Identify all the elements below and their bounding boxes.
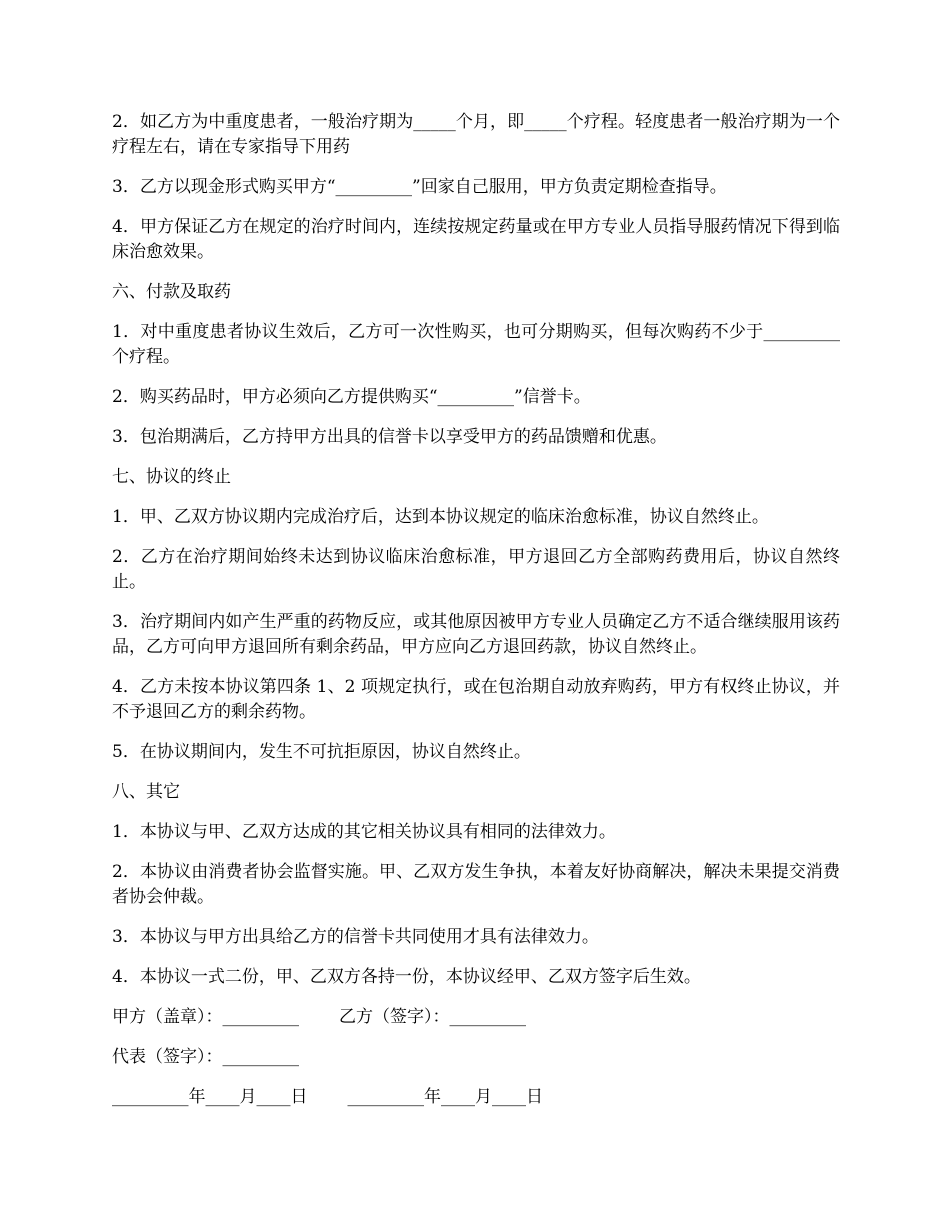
representative-signature: 代表（签字）：_________ (112, 1047, 299, 1067)
section5-item-4: 4．甲方保证乙方在规定的治疗时间内，连续按规定药量或在甲方专业人员指导服药情况下得到临床治愈效果。 (112, 217, 840, 262)
section6-heading: 六、付款及取药 (112, 282, 231, 302)
section7-item-3: 3．治疗期间内如产生严重的药物反应，或其他原因被甲方专业人员确定乙方不适合继续服用该药品，乙方可向甲方退回所有剩余药品，甲方应向乙方退回药款，协议自然终止。 (112, 612, 840, 657)
section7-item-4: 4．乙方未按本协议第四条 1、2 项规定执行，或在包治期自动放弃购药，甲方有权终止协议，并不予退回乙方的剩余药物。 (112, 677, 840, 722)
section8-item-1: 1．本协议与甲、乙双方达成的其它相关协议具有相同的法律效力。 (112, 822, 616, 842)
section5-item-3: 3．乙方以现金形式购买甲方“_________”回家自己服用，甲方负责定期检查指导。 (112, 177, 727, 197)
section8-item-4: 4．本协议一式二份，甲、乙双方各持一份，本协议经甲、乙双方签字后生效。 (112, 967, 701, 987)
section8-item-3: 3．本协议与甲方出具给乙方的信誉卡共同使用才具有法律效力。 (112, 927, 599, 947)
date-party-b: _________年____月____日 (347, 1087, 543, 1107)
section7-item-2: 2．乙方在治疗期间始终未达到协议临床治愈标准，甲方退回乙方全部购药费用后，协议自然终止。 (112, 547, 840, 592)
section5-item-2: 2．如乙方为中重度患者，一般治疗期为_____个月，即_____个疗程。轻度患者一般治疗期为一个疗程左右，请在专家指导下用药 (112, 112, 840, 157)
section6-item-2: 2．购买药品时，甲方必须向乙方提供购买“_________”信誉卡。 (112, 387, 591, 407)
section7-item-1: 1．甲、乙双方协议期内完成治疗后，达到本协议规定的临床治愈标准，协议自然终止。 (112, 507, 769, 527)
signature-row-dates (112, 1085, 840, 1110)
party-b-signature: 乙方（签字）：_________ (339, 1007, 526, 1027)
section7-heading: 七、协议的终止 (112, 467, 231, 487)
document-page (112, 110, 840, 1125)
signature-row-parties (112, 1005, 840, 1030)
section8-item-2: 2．本协议由消费者协会监督实施。甲、乙双方发生争执，本着友好协商解决，解决未果提交消费者协会仲裁。 (112, 862, 840, 907)
section8-heading: 八、其它 (112, 782, 180, 802)
section6-item-3: 3．包治期满后，乙方持甲方出具的信誉卡以享受甲方的药品馈赠和优惠。 (112, 427, 667, 447)
party-a-signature: 甲方（盖章）：_________ (112, 1007, 299, 1027)
date-party-a: _________年____月____日 (112, 1087, 308, 1107)
section6-item-1: 1．对中重度患者协议生效后，乙方可一次性购买，也可分期购买，但每次购药不少于_________个疗程。 (112, 322, 840, 367)
signature-row-representative (112, 1045, 840, 1070)
section7-item-5: 5．在协议期间内，发生不可抗拒原因，协议自然终止。 (112, 742, 531, 762)
